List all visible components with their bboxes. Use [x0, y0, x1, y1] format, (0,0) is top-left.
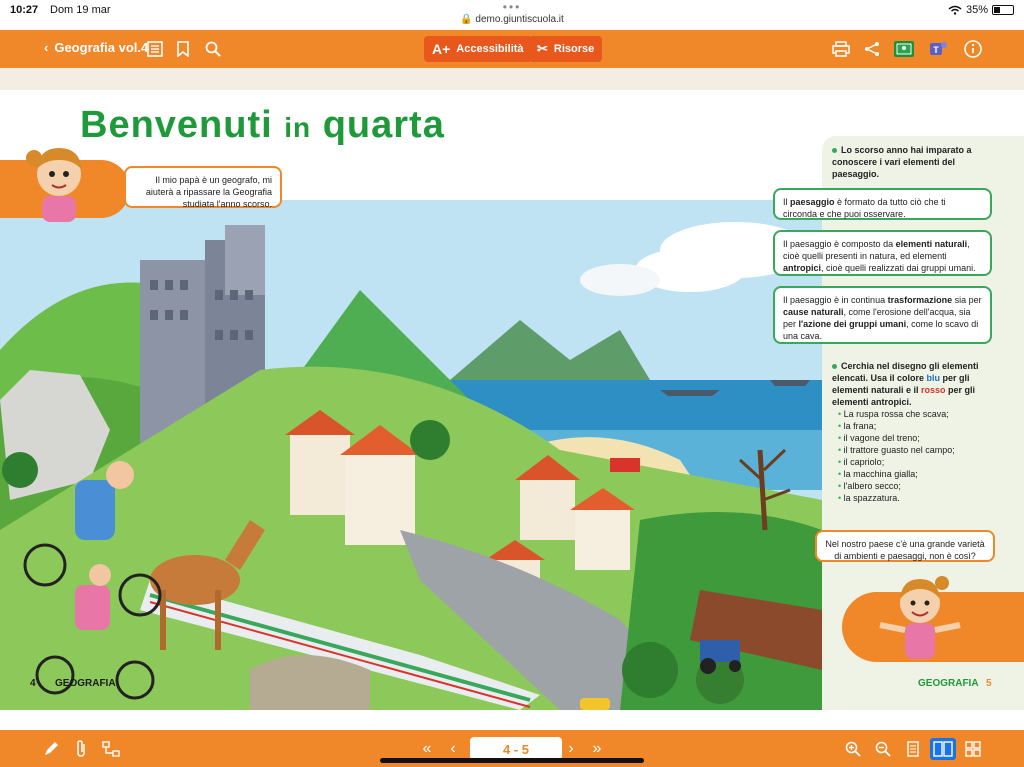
box2-text-pre: Il paesaggio è composto da [783, 239, 896, 249]
bullet-dot [832, 364, 837, 369]
wifi-icon [948, 5, 962, 15]
single-page-icon[interactable] [902, 738, 924, 760]
grid-view-icon[interactable] [962, 738, 984, 760]
pencil-icon[interactable] [40, 738, 62, 760]
list-item: • il vagone del treno; [838, 433, 920, 443]
title-part-2: in [284, 112, 312, 143]
task-text-post: per gli elementi antropici. [832, 385, 976, 407]
resources-icon: ✂ [537, 41, 548, 56]
table-of-contents-icon[interactable] [144, 38, 166, 60]
title-part-1: Benvenuti [80, 104, 285, 146]
right-footer-label: GEOGRAFIA [918, 678, 979, 689]
box2-text-bold2: antropici [783, 263, 822, 273]
box1-text-bold: paesaggio [790, 197, 835, 207]
list-item: • la macchina gialla; [838, 469, 918, 479]
list-item-text: il capriolo; [843, 457, 885, 467]
status-indicators [948, 4, 1014, 16]
book-spread [0, 90, 1024, 710]
task-rosso-word: rosso [921, 385, 946, 395]
list-item-text: la frana; [843, 421, 877, 431]
list-item-text: la macchina gialla; [843, 469, 918, 479]
zoom-in-icon[interactable] [842, 738, 864, 760]
last-page-icon[interactable]: » [592, 740, 602, 757]
page-indicator[interactable]: 4 - 5 [470, 737, 562, 761]
definition-box-3 [773, 286, 992, 344]
accessibility-icon: A+ [432, 41, 451, 57]
chevron-left-icon: ‹ [44, 40, 49, 55]
definition-box-2 [773, 230, 992, 276]
intro-bold: Lo scorso anno hai imparato a conoscere i vari elementi del paesaggio. [832, 145, 972, 179]
right-page-number: 5 [986, 678, 992, 689]
top-toolbar [0, 30, 1024, 68]
girl-speech-bubble-right: Nel nostro paese c'è una grande varietà di ambienti e paesaggi, non è così? [815, 530, 995, 562]
list-item: • il capriolo; [838, 457, 885, 467]
box3-text-bold3: l'azione dei gruppi umani [798, 319, 907, 329]
list-item-text: il trattore guasto nel campo; [843, 445, 955, 455]
left-page-number: 4 [30, 678, 36, 689]
search-icon[interactable] [202, 38, 224, 60]
title-part-3: quarta [311, 104, 445, 146]
print-icon[interactable] [830, 38, 852, 60]
first-page-icon[interactable]: « [422, 740, 432, 757]
list-item: • la frana; [838, 421, 877, 431]
list-item-text: il vagone del treno; [843, 433, 920, 443]
box1-text-pre: Il [783, 197, 791, 207]
home-indicator[interactable] [380, 758, 644, 763]
paperclip-icon[interactable] [70, 738, 92, 760]
box1-text-post: è formato da tutto ciò che ti circonda e che puoi osservare. [783, 197, 946, 219]
task-list [838, 408, 1008, 504]
back-button[interactable] [44, 40, 148, 55]
task-instructions [832, 360, 1002, 408]
prev-page-icon[interactable]: ‹ [450, 740, 456, 757]
box3-text-bold2: cause naturali [783, 307, 844, 317]
intro-text [832, 144, 992, 180]
left-footer-label: GEOGRAFIA [55, 678, 116, 689]
girl-character-illustration [14, 140, 104, 222]
sitemap-icon[interactable] [100, 738, 122, 760]
box2-text-mid: , cioè quelli presenti in natura, ed elementi [783, 239, 970, 261]
svg-text:T: T [933, 45, 939, 55]
page-title [80, 104, 445, 147]
list-item: • La ruspa rossa che scava; [838, 409, 949, 419]
battery-icon [992, 5, 1014, 15]
next-page-icon[interactable]: › [568, 740, 574, 757]
girl-speech-bubble: Il mio papà è un geografo, mi aiuterà a ripassare la Geografia studiata l'anno scorso. [124, 166, 282, 208]
browser-menu-dots[interactable]: ••• [502, 0, 522, 14]
share-icon[interactable] [861, 38, 883, 60]
definition-box-1 [773, 188, 992, 220]
resources-label: Risorse [553, 43, 595, 55]
list-item: • la spazzatura. [838, 493, 900, 503]
list-item: • il trattore guasto nel campo; [838, 445, 955, 455]
landscape-illustration [0, 200, 822, 710]
status-date: Dom 19 mar [50, 4, 111, 16]
list-item-text: l'albero secco; [843, 481, 901, 491]
box3-text-bold1: trasformazione [887, 295, 953, 305]
task-blu-word: blu [926, 373, 941, 383]
box2-text-bold1: elementi naturali [895, 239, 968, 249]
status-bar [0, 0, 1024, 30]
box3-text-mid2: , come l'erosione dell'acqua, sia per [783, 307, 971, 329]
toolbar-shadow-band [0, 68, 1024, 90]
box3-text-mid1: sia per [952, 295, 982, 305]
zoom-out-icon[interactable] [872, 738, 894, 760]
girl-character-right-illustration [870, 565, 970, 665]
accessibility-button[interactable] [424, 36, 532, 62]
classroom-icon[interactable] [893, 38, 915, 60]
list-item-text: la spazzatura. [843, 493, 900, 503]
battery-percent: 35% [965, 4, 988, 16]
url-text: demo.giuntiscuola.it [475, 14, 564, 25]
status-time: 10:27 [10, 4, 39, 16]
bullet-dot [832, 148, 837, 153]
back-label: Geografia vol.4 [54, 40, 149, 55]
url-bar[interactable]: 🔒 demo.giuntiscuola.it [460, 14, 564, 25]
resources-button[interactable] [529, 36, 602, 62]
task-text-pre: Cerchia nel disegno gli elementi elencati. Usa il colore [832, 361, 979, 383]
task-text-mid: per gli elementi naturali e il [832, 373, 970, 395]
box3-text-pre: Il paesaggio è in continua [783, 295, 888, 305]
box2-text-post: , cioè quelli realizzati dai gruppi umani. [821, 263, 976, 273]
accessibility-label: Accessibilità [456, 43, 524, 55]
box3-text-post: , come lo scavo di una cava. [783, 319, 979, 341]
info-icon[interactable] [962, 38, 984, 60]
double-page-icon[interactable] [930, 738, 956, 760]
teams-icon[interactable] [927, 38, 949, 60]
list-item-text: La ruspa rossa che scava; [843, 409, 949, 419]
bookmark-icon[interactable] [172, 38, 194, 60]
list-item: • l'albero secco; [838, 481, 901, 491]
